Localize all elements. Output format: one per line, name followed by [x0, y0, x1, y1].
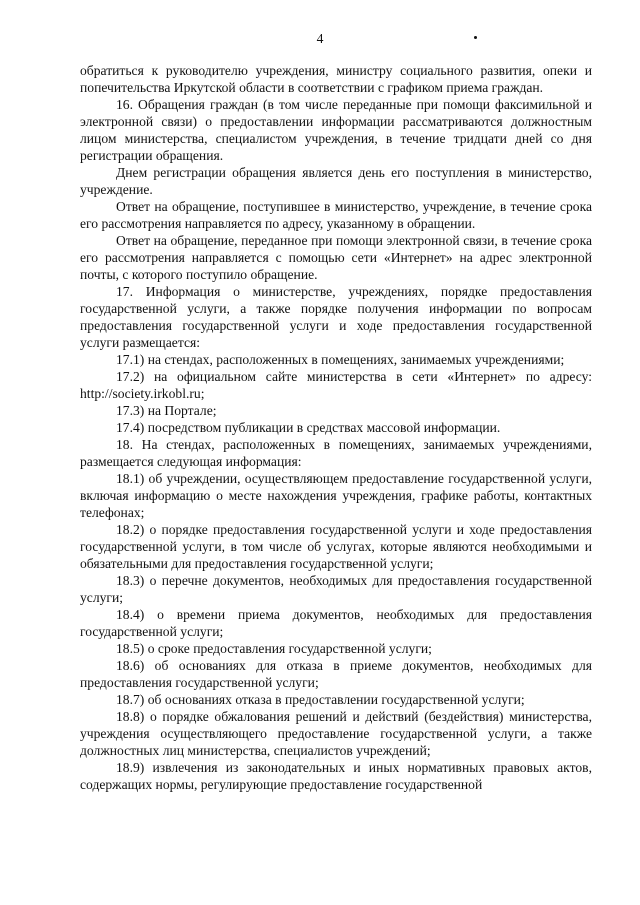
paragraph: 16. Обращения граждан (в том числе переданные при помощи факсимильной и электронной связи) о предоставлении информации рассматриваются должностным лицом министерства, специалистом учреждения, в течение тридцати дней со дня регистрации обращения. — [80, 97, 592, 163]
paragraph: 17.1) на стендах, расположенных в помещениях, занимаемых учреждениями; — [116, 352, 565, 367]
paragraph: 18.1) об учреждении, осуществляющем предоставление государственной услуги, включая информацию о месте нахождения учреждения, графике работы, контактных телефонах; — [80, 471, 592, 520]
paragraph: 18.8) о порядке обжалования решений и действий (бездействия) министерства, учреждения осуществляющего предоставление государственной услуги, а также должностных лиц министерства, специалистов учреждений; — [80, 709, 592, 758]
paragraph: 18.6) об основаниях для отказа в приеме документов, необходимых для предоставления государственной услуги; — [80, 658, 592, 690]
paragraph: Днем регистрации обращения является день его поступления в министерство, учреждение. — [80, 165, 592, 197]
paragraph: Ответ на обращение, поступившее в министерство, учреждение, в течение срока его рассмотрения направляется по адресу, указанному в обращении. — [80, 199, 592, 231]
paragraph: 18.3) о перечне документов, необходимых для предоставления государственной услуги; — [80, 573, 592, 605]
paragraph: 17.2) на официальном сайте министерства в сети «Интернет» по адресу: http://society.irkobl.ru; — [80, 369, 592, 401]
paragraph: 18.9) извлечения из законодательных и иных нормативных правовых актов, содержащих нормы, регулирующие предоставление государственной — [80, 760, 592, 792]
paragraph: Ответ на обращение, переданное при помощи электронной связи, в течение срока его рассмотрения направляется с помощью сети «Интернет» на адрес электронной почты, с которого поступило обращение. — [80, 233, 592, 282]
paragraph: 18.7) об основаниях отказа в предоставлении государственной услуги; — [116, 692, 525, 707]
paragraph: обратиться к руководителю учреждения, министру социального развития, опеки и попечительства Иркутской области в соответствии с графиком приема граждан. — [80, 63, 592, 95]
scan-dot-mark — [474, 36, 477, 39]
paragraph: 17.4) посредством публикации в средствах массовой информации. — [116, 420, 501, 435]
document-body — [80, 62, 592, 793]
paragraph: 18.5) о сроке предоставления государственной услуги; — [116, 641, 432, 656]
paragraph: 17.3) на Портале; — [116, 403, 217, 418]
paragraph: 17. Информация о министерстве, учреждениях, порядке предоставления государственной услуги, а также порядке получения информации по вопросам предоставления государственной услуги и ходе предоставления государственной услуги размещается: — [80, 284, 592, 350]
page-number: 4 — [316, 31, 324, 46]
paragraph: 18. На стендах, расположенных в помещениях, занимаемых учреждениями, размещается следующая информация: — [80, 437, 592, 469]
paragraph: 18.2) о порядке предоставления государственной услуги и ходе предоставления государственной услуги, в том числе об услугах, которые являются необходимыми и обязательными для предоставления государственной услуги; — [80, 522, 592, 571]
paragraph: 18.4) о времени приема документов, необходимых для предоставления государственной услуги; — [80, 607, 592, 639]
